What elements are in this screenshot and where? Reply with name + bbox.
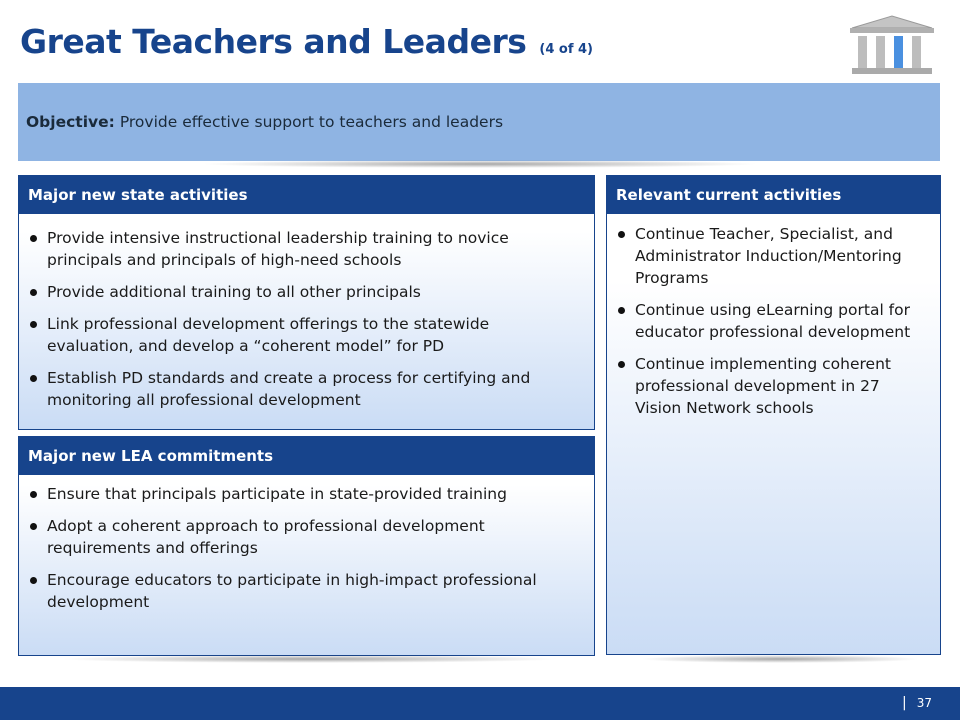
bullet-icon [618, 307, 625, 314]
list-item: Continue using eLearning portal for educator professional development [607, 299, 924, 343]
page-title [20, 22, 593, 61]
objective-text: Provide effective support to teachers and leaders [119, 113, 504, 131]
bullet-icon [30, 491, 37, 498]
list-item: Provide intensive instructional leadership training to novice principals and principals of high-need schools [19, 227, 564, 271]
list-item: Adopt a coherent approach to professional development requirements and offerings [19, 515, 564, 559]
list-item: Link professional development offerings to the statewide evaluation, and develop a “coherent model” for PD [19, 313, 564, 357]
state-activities-panel [18, 175, 595, 430]
objective-label: Objective: [26, 113, 115, 131]
state-activities-header: Major new state activities [19, 176, 594, 214]
list-item: Continue implementing coherent professional development in 27 Vision Network schools [607, 353, 924, 419]
list-item: Continue Teacher, Specialist, and Administrator Induction/Mentoring Programs [607, 223, 924, 289]
bullet-icon [30, 235, 37, 242]
current-activities-header: Relevant current activities [607, 176, 940, 214]
page-separator: | [902, 695, 907, 711]
footer-bar [0, 687, 960, 720]
current-panel-shadow [640, 655, 920, 663]
objective-banner [18, 83, 940, 161]
list-item: Establish PD standards and create a process for certifying and monitoring all professional development [19, 367, 564, 411]
bullet-icon [30, 577, 37, 584]
list-item: Encourage educators to participate in high-impact professional development [19, 569, 564, 613]
bullet-icon [618, 361, 625, 368]
page-number-value: 37 [916, 696, 932, 710]
bullet-icon [618, 231, 625, 238]
lea-commitments-list [19, 475, 594, 613]
lea-panel-shadow [60, 655, 560, 663]
title-subtitle: (4 of 4) [539, 42, 593, 57]
title-text: Great Teachers and Leaders [20, 22, 527, 61]
lea-commitments-header: Major new LEA commitments [19, 437, 594, 475]
state-activities-list [19, 214, 594, 411]
lea-commitments-panel [18, 436, 595, 656]
page-number [902, 687, 932, 720]
objective-shadow [200, 160, 760, 168]
bullet-icon [30, 375, 37, 382]
current-activities-list [607, 214, 940, 419]
building-columns-icon [846, 14, 938, 76]
list-item: Ensure that principals participate in state-provided training [19, 483, 564, 505]
bullet-icon [30, 523, 37, 530]
bullet-icon [30, 321, 37, 328]
list-item: Provide additional training to all other principals [19, 281, 564, 303]
current-activities-panel [606, 175, 941, 655]
bullet-icon [30, 289, 37, 296]
